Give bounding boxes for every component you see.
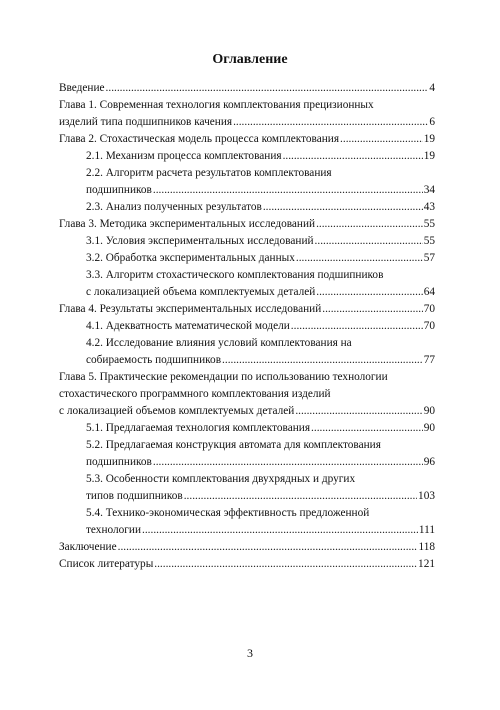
dot-leader: [316, 284, 422, 301]
toc-page-number: 77: [423, 354, 435, 366]
dot-leader: [296, 250, 423, 267]
toc-entry-text: изделий типа подшипников качения: [59, 116, 233, 128]
toc-page-number: 90: [423, 405, 435, 417]
toc-entry-last-line: [86, 318, 435, 335]
toc-entry-last-line: [59, 114, 435, 131]
toc-entry-text: 3.3. Алгоритм стохастического комплектования подшипников: [86, 269, 384, 281]
page-number: 3: [247, 646, 253, 660]
toc-page-number: 118: [418, 541, 435, 553]
toc-page-number: 70: [423, 303, 435, 315]
dot-leader: [154, 556, 417, 573]
toc-page-number: 90: [423, 422, 435, 434]
toc-page-number: 6: [429, 116, 435, 128]
toc-entry: [86, 148, 435, 165]
toc-entry: [86, 199, 435, 216]
toc-entry: [86, 335, 435, 369]
toc-page-number: 57: [423, 252, 435, 264]
toc-entry-last-line: [86, 182, 435, 199]
toc-entry-text: Заключение: [59, 541, 117, 553]
toc-entry-text: Глава 2. Стохастическая модель процесса комплектования: [59, 133, 340, 145]
toc-entry-last-line: [86, 284, 435, 301]
toc-entry: [86, 420, 435, 437]
toc-entry: [59, 216, 435, 233]
toc-entry-last-line: [86, 488, 435, 505]
toc-entry-text: 3.1. Условия экспериментальных исследований: [86, 235, 314, 247]
dot-leader: [316, 216, 423, 233]
dot-leader: [233, 114, 428, 131]
page-title: Оглавление: [212, 52, 288, 67]
toc-entry-last-line: [86, 352, 435, 369]
dot-leader: [106, 80, 429, 97]
toc-entry-text: 5.1. Предлагаемая технология комплектования: [86, 422, 311, 434]
toc-entry-text: технологии: [86, 524, 142, 536]
toc-entry: [59, 301, 435, 318]
toc-entry-text: 5.2. Предлагаемая конструкция автомата для комплектования: [86, 439, 381, 451]
toc-page-number: 121: [418, 558, 435, 570]
dot-leader: [153, 454, 423, 471]
toc-entry-text: 4.1. Адекватность математической модели: [86, 320, 290, 332]
toc-entry-text: с локализацией объема комплектуемых деталей: [86, 286, 316, 298]
toc-entry-last-line: [59, 403, 435, 420]
toc-entry: [59, 131, 435, 148]
table-of-contents: [59, 80, 435, 573]
toc-entry: [59, 80, 435, 97]
toc-entry-last-line: [59, 556, 435, 573]
toc-entry-last-line: [86, 233, 435, 250]
toc-entry: [86, 165, 435, 199]
dot-leader: [118, 539, 418, 556]
toc-page-number: 55: [423, 218, 435, 230]
toc-entry: [59, 556, 435, 573]
toc-entry-last-line: [59, 539, 435, 556]
toc-page-number: 111: [418, 524, 435, 536]
toc-entry: [86, 233, 435, 250]
toc-entry-last-line: [59, 80, 435, 97]
toc-entry-last-line: [86, 522, 435, 539]
toc-entry-text: 5.4. Технико-экономическая эффективность предложенной: [86, 507, 370, 519]
toc-entry-last-line: [86, 454, 435, 471]
toc-entry-text: 4.2. Исследование влияния условий комплектования на: [86, 337, 352, 349]
toc-entry: [59, 369, 435, 420]
toc-page-number: 64: [423, 286, 435, 298]
dot-leader: [263, 199, 423, 216]
toc-page-number: 34: [423, 184, 435, 196]
toc-entry-text: 2.1. Механизм процесса комплектования: [86, 150, 282, 162]
toc-page-number: 19: [423, 133, 435, 145]
toc-entry-text: 3.2. Обработка экспериментальных данных: [86, 252, 295, 264]
toc-entry: [86, 318, 435, 335]
dot-leader: [283, 148, 423, 165]
toc-entry-text: подшипников: [86, 456, 152, 468]
dot-leader: [322, 301, 422, 318]
toc-entry: [59, 97, 435, 131]
toc-page-number: 4: [429, 82, 435, 94]
dot-leader: [291, 318, 423, 335]
toc-entry: [86, 437, 435, 471]
dot-leader: [153, 182, 423, 199]
toc-entry: [86, 250, 435, 267]
toc-entry-last-line: [86, 148, 435, 165]
toc-entry-last-line: [59, 131, 435, 148]
toc-entry-last-line: [86, 250, 435, 267]
toc-entry-text: 2.3. Анализ полученных результатов: [86, 201, 262, 213]
toc-entry-text: Глава 1. Современная технология комплектования прецизионных: [59, 99, 374, 111]
dot-leader: [295, 403, 422, 420]
toc-entry: [86, 267, 435, 301]
toc-entry: [86, 471, 435, 505]
toc-entry-text: Список литературы: [59, 558, 154, 570]
toc-page-number: 70: [423, 320, 435, 332]
dot-leader: [184, 488, 417, 505]
toc-entry-last-line: [59, 216, 435, 233]
toc-entry-text: стохастического программного комплектования изделий: [59, 388, 331, 400]
toc-entry: [86, 505, 435, 539]
dot-leader: [142, 522, 418, 539]
toc-entry-text: Введение: [59, 82, 105, 94]
toc-entry: [59, 539, 435, 556]
toc-entry-last-line: [86, 420, 435, 437]
dot-leader: [311, 420, 423, 437]
dot-leader: [340, 131, 423, 148]
toc-entry-text: Глава 5. Практические рекомендации по использованию технологии: [59, 371, 388, 383]
toc-page-number: 43: [423, 201, 435, 213]
toc-entry-text: 2.2. Алгоритм расчета результатов комплектования: [86, 167, 332, 179]
toc-entry-text: с локализацией объемов комплектуемых деталей: [59, 405, 295, 417]
dot-leader: [315, 233, 423, 250]
toc-entry-text: подшипников: [86, 184, 152, 196]
toc-entry-last-line: [86, 199, 435, 216]
toc-entry-last-line: [59, 301, 435, 318]
toc-page-number: 19: [423, 150, 435, 162]
toc-page-number: 96: [423, 456, 435, 468]
dot-leader: [222, 352, 423, 369]
toc-entry-text: типов подшипников: [86, 490, 183, 502]
toc-entry-text: собираемость подшипников: [86, 354, 222, 366]
toc-entry-text: Глава 4. Результаты экспериментальных исследований: [59, 303, 322, 315]
toc-entry-text: 5.3. Особенности комплектования двухрядных и других: [86, 473, 356, 485]
toc-page-number: 55: [423, 235, 435, 247]
toc-entry-text: Глава 3. Методика экспериментальных исследований: [59, 218, 316, 230]
toc-page-number: 103: [418, 490, 435, 502]
